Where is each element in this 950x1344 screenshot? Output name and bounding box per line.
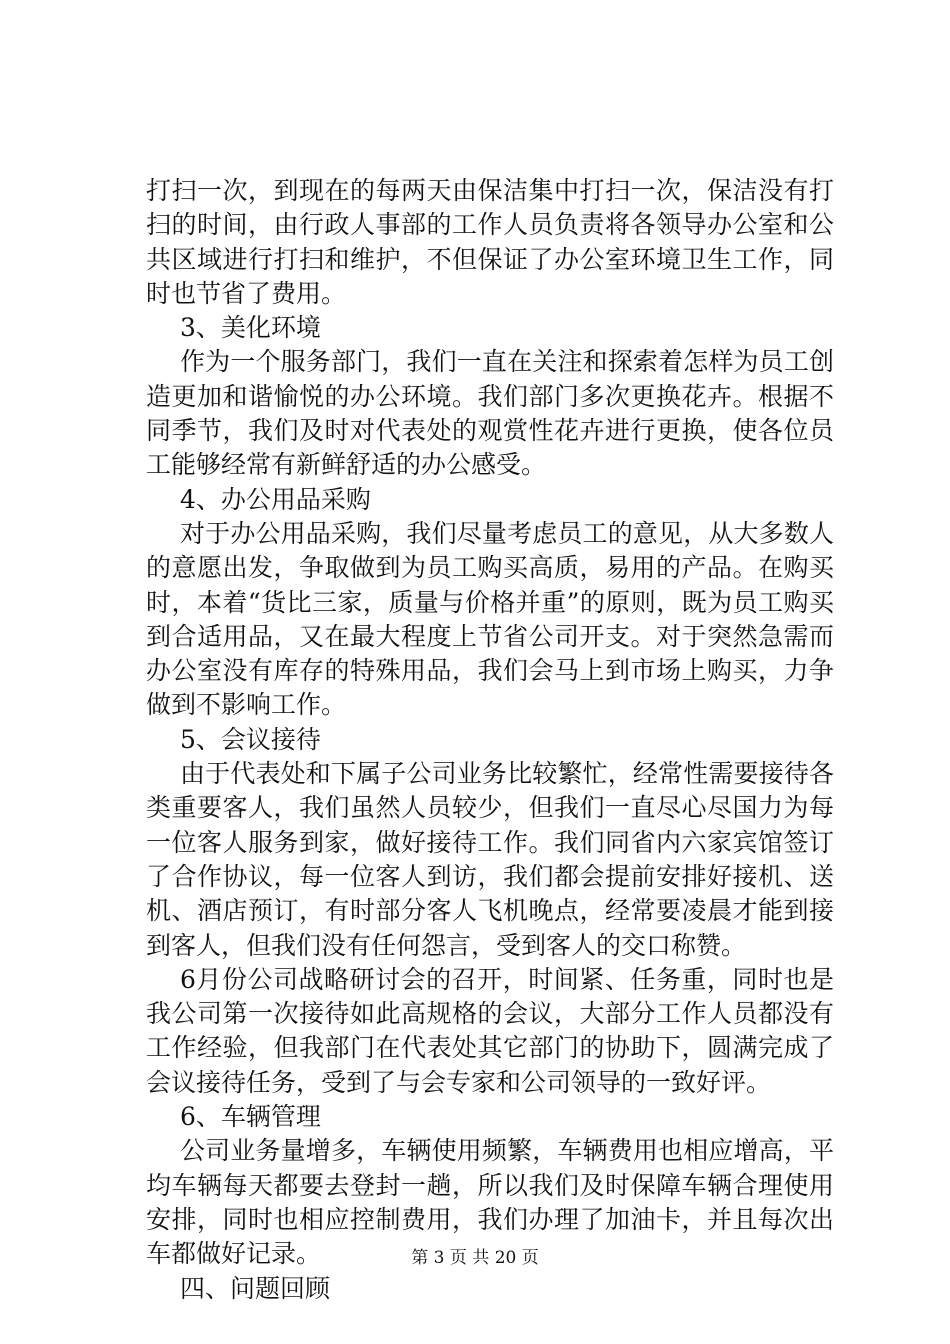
paragraph-office-supplies: 对于办公用品采购，我们尽量考虑员工的意见，从大多数人的意愿出发，争取做到为员工购买高质，易用的产品。在购买时，本着“货比三家，质量与价格并重”的原则，既为员工购买到合适用品，又在最大程度上节省公司开支。对于突然急需而办公室没有库存的特殊用品，我们会马上到市场上购买，力争做到不影响工作。 <box>146 518 834 720</box>
paragraph-strategy-seminar: 6月份公司战略研讨会的召开，时间紧、任务重，同时也是我公司第一次接待如此高规格的会议，大部分工作人员都没有工作经验，但我部门在代表处其它部门的协助下，圆满完成了会议接待任务，受到了与会专家和公司领导的一致好评。 <box>146 964 834 1097</box>
section-heading-meeting-reception: 5、会议接待 <box>180 724 321 754</box>
section-heading-office-supplies: 4、办公用品采购 <box>180 484 371 514</box>
paragraph-meeting-reception: 由于代表处和下属子公司业务比较繁忙，经常性需要接待各类重要客人，我们虽然人员较少，但我们一直尽心尽国力为每一位客人服务到家，做好接待工作。我们同省内六家宾馆签订了合作协议，每一位客人到访，我们都会提前安排好接机、送机、酒店预订，有时部分客人飞机晚点，经常要凌晨才能到接到客人，但我们没有任何怨言，受到客人的交口称赞。 <box>146 759 834 960</box>
section-heading-problem-review: 四、问题回顾 <box>180 1273 331 1303</box>
page-number-footer: 第 3 页 共 20 页 <box>411 1248 539 1268</box>
document-body <box>146 174 834 1306</box>
section-heading-beautify-environment: 3、美化环境 <box>180 313 321 343</box>
paragraph-vehicle-management: 公司业务量增多，车辆使用频繁，车辆费用也相应增高，平均车辆每天都要去登封一趟，所以我们及时保障车辆合理使用安排，同时也相应控制费用，我们办理了加油卡，并且每次出车都做好记录。 <box>146 1136 834 1269</box>
paragraph-beautify-environment: 作为一个服务部门，我们一直在关注和探索着怎样为员工创造更加和谐愉悦的办公环境。我们部门多次更换花卉。根据不同季节，我们及时对代表处的观赏性花卉进行更换，使各位员工能够经常有新鲜舒适的办公感受。 <box>146 347 834 480</box>
section-heading-vehicle-management: 6、车辆管理 <box>180 1102 321 1132</box>
paragraph-continuation: 打扫一次，到现在的每两天由保洁集中打扫一次，保洁没有打扫的时间，由行政人事部的工作人员负责将各领导办公室和公共区域进行打扫和维护，不但保证了办公室环境卫生工作，同时也节省了费用。 <box>146 176 834 308</box>
